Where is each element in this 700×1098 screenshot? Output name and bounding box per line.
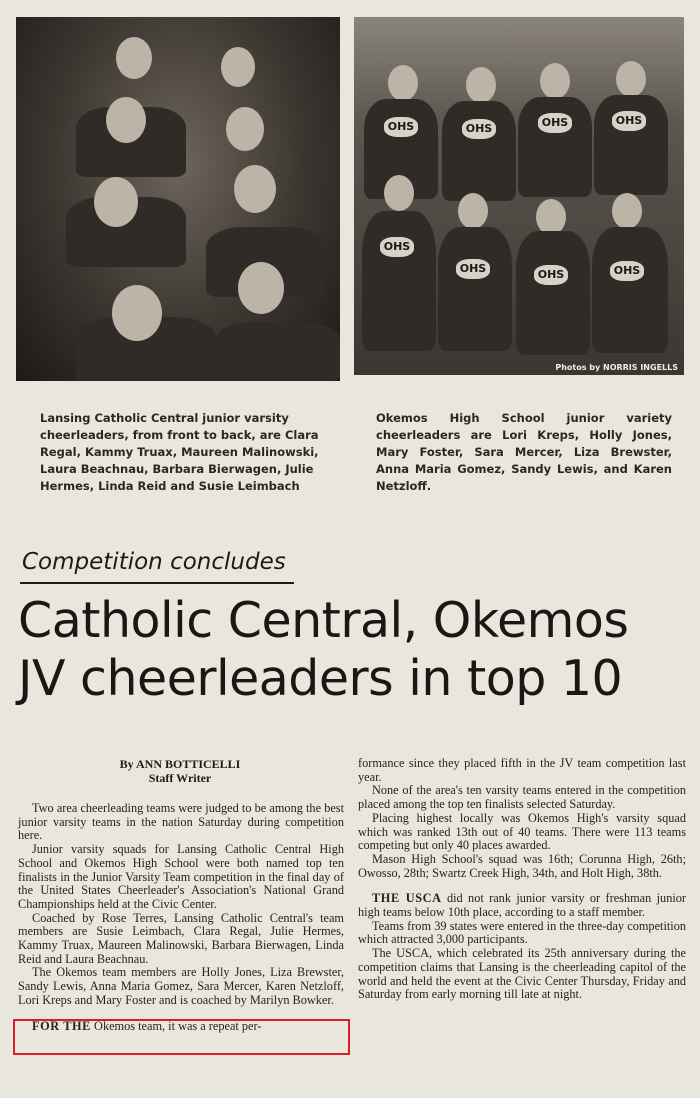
article-paragraph: Teams from 39 states were entered in the three-day competition which attracted 3,000 participants. xyxy=(358,918,686,947)
headline-line-1: Catholic Central, Okemos xyxy=(18,592,629,649)
sweater-logo: OHS xyxy=(380,237,414,257)
article-paragraph: Placing highest locally was Okemos High's varsity squad which was ranked 13th out of 40 teams. There were 113 teams competing but only 40 places awarded. xyxy=(358,810,686,853)
article-paragraph: Junior varsity squads for Lansing Catholic Central High School and Okemos High School were both named top ten finalists in the Junior Varsity Team competition in the final day of the United States Cheerleader's Association's National Grand Championships held at the Civic Center. xyxy=(18,842,344,911)
article-paragraph: formance since they placed fifth in the JV team competition last year. xyxy=(358,756,686,784)
article-column-right xyxy=(358,757,686,1002)
sweater-logo: OHS xyxy=(384,117,418,137)
byline-role: Staff Writer xyxy=(148,771,212,785)
sweater-logo: OHS xyxy=(534,265,568,285)
paragraph-lead-in: THE USCA xyxy=(372,891,442,906)
article-paragraph-highlighted: The Okemos team members are Holly Jones, Liza Brewster, Sandy Lewis, Anna Maria Gomez, Sara Mercer, Karen Netzloff, Lori Kreps and Mary Foster and is coached by Marilyn Bowker. xyxy=(18,965,344,1007)
paragraph-lead-in: FOR THE xyxy=(32,1018,91,1033)
sweater-logo: OHS xyxy=(538,113,572,133)
caption-catholic-central: Lansing Catholic Central junior varsity cheerleaders, from front to back, are Clara Regal, Kammy Truax, Maureen Malinowski, Laura Beachnau, Barbara Bierwagen, Julie Hermes, Linda Reid and Susie Leimbach xyxy=(40,411,319,493)
kicker-headline: Competition concludes xyxy=(22,549,286,575)
sweater-logo: OHS xyxy=(610,261,644,281)
article-paragraph: Two area cheerleading teams were judged to be among the best junior varsity teams in the nation Saturday during competition here. xyxy=(18,801,344,843)
byline-author: By ANN BOTTICELLI xyxy=(119,757,241,771)
photo-catholic-central xyxy=(16,17,340,381)
article-paragraph: The USCA, which celebrated its 25th anniversary during the competition claims that Lansing is the cheerleading capitol of the world and held the event at the Civic Center Thursday, Friday and Saturday from early morning till late at night. xyxy=(358,946,686,1002)
article-paragraph: None of the area's ten varsity teams entered in the competition placed among the top ten finalists selected Saturday. xyxy=(358,783,686,812)
byline xyxy=(40,757,320,785)
headline-line-2: JV cheerleaders in top 10 xyxy=(18,650,623,707)
article-column-left xyxy=(18,802,344,1033)
sweater-logo: OHS xyxy=(462,119,496,139)
headline xyxy=(18,592,688,708)
photo-okemos xyxy=(354,17,684,375)
sweater-logo: OHS xyxy=(612,111,646,131)
paragraph-text: Okemos team, it was a repeat per- xyxy=(90,1018,262,1033)
photo-credit: Photos by NORRIS INGELLS xyxy=(555,363,678,372)
caption-okemos: Okemos High School junior variety cheerleaders are Lori Kreps, Holly Jones, Mary Foster, Sara Mercer, Liza Brewster, Anna Maria Gomez, Sandy Lewis, and Karen Netzloff. xyxy=(376,411,672,493)
paragraph-text: did not rank junior varsity or freshman junior high teams below 10th place, according to a staff member. xyxy=(358,891,686,920)
article-paragraph: Coached by Rose Terres, Lansing Catholic Central's team members are Susie Leimbach, Clara Regal, Julie Hermes, Kammy Truax, Maureen Malinowski, Barbara Bierwagen, Linda Reid and Laura Beachnau. xyxy=(18,910,344,966)
article-paragraph xyxy=(358,892,686,919)
article-paragraph: Mason High School's squad was 16th; Corunna High, 26th; Owosso, 28th; Swartz Creek High, 34th, and Holt High, 38th. xyxy=(358,851,686,880)
article-paragraph xyxy=(18,1020,344,1034)
sweater-logo: OHS xyxy=(456,259,490,279)
kicker-underline xyxy=(20,582,294,584)
